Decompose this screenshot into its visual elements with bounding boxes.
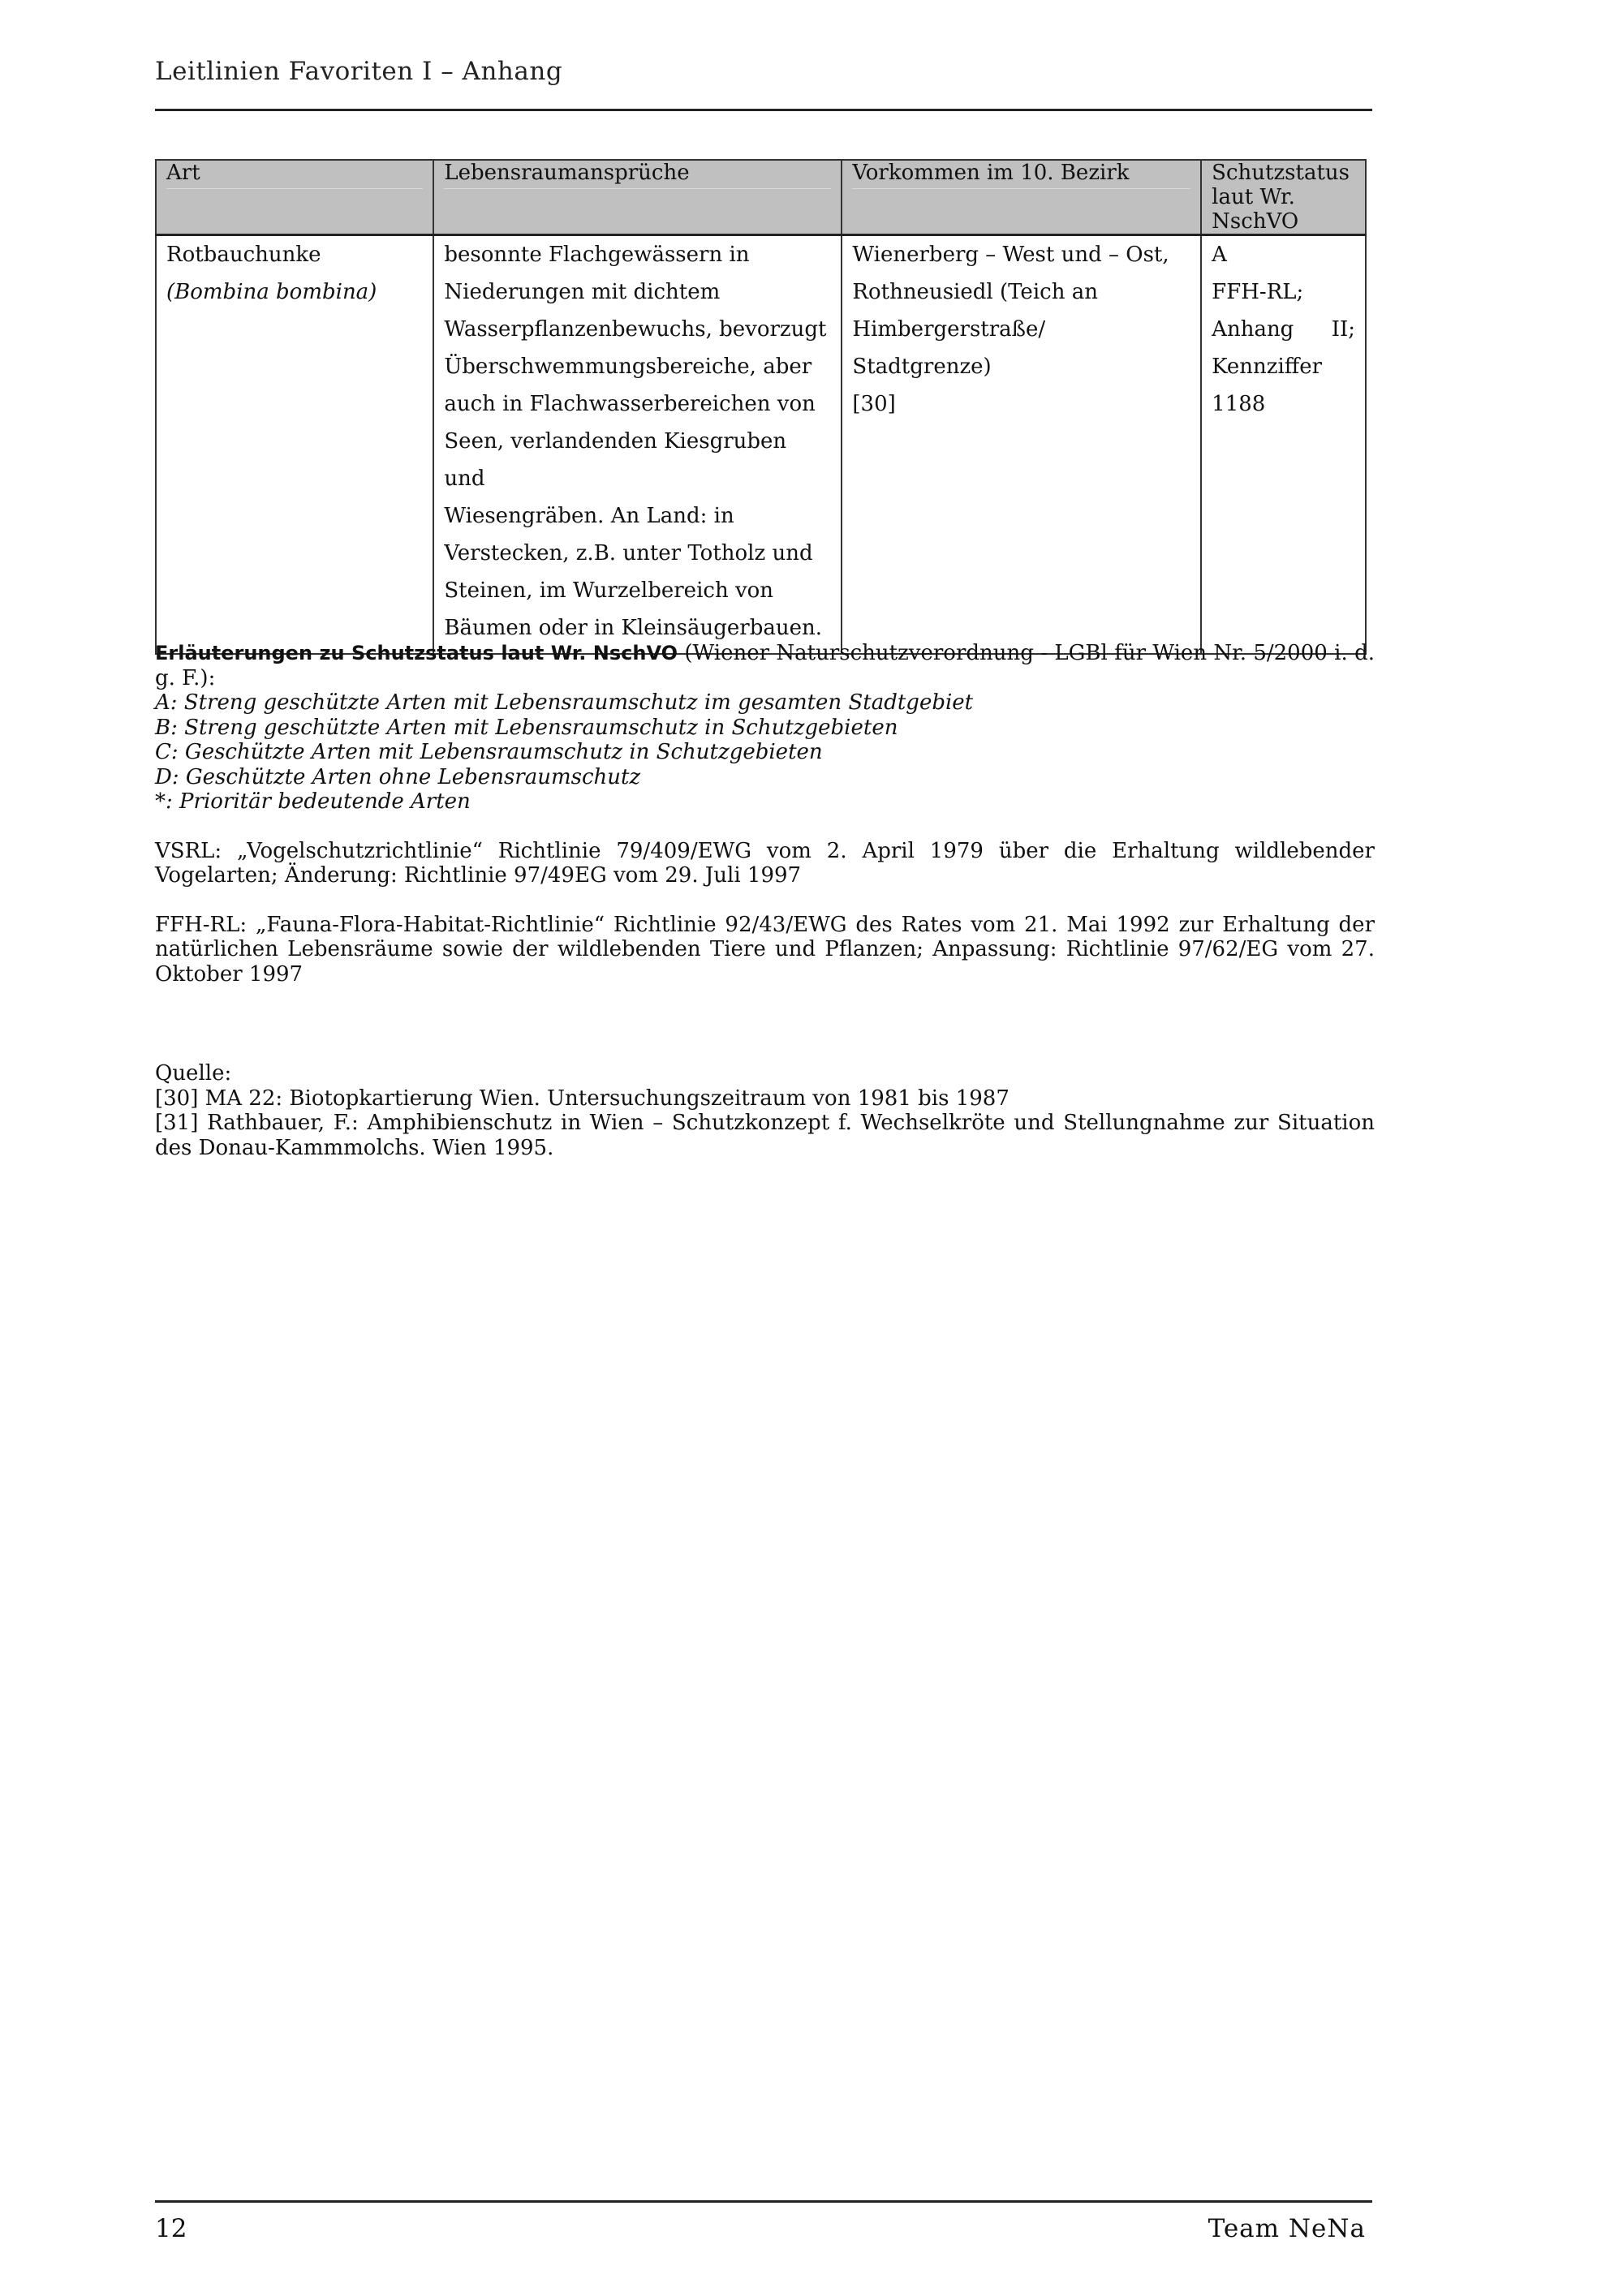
- column-header-lebensraum: Lebensraumansprüche: [433, 160, 842, 235]
- sources-label: Quelle:: [155, 1061, 232, 1086]
- legend-intro: Erläuterungen zu Schutzstatus laut Wr. NschVO (Wiener Naturschutzverordnung - LGBl für Wien Nr. 5/2000 i. d. g. F.):: [155, 641, 1375, 690]
- source-item: [30] MA 22: Biotopkartierung Wien. Untersuchungszeitraum von 1981 bis 1987: [155, 1086, 1010, 1111]
- source-item: [31] Rathbauer, F.: Amphibienschutz in Wien – Schutzkonzept f. Wechselkröte und Stellungnahme zur Situation des Donau-Kammmolchs. Wien 1995.: [155, 1111, 1375, 1160]
- legend-item: *: Prioritär bedeutende Arten: [155, 789, 471, 814]
- cell-art: [156, 235, 433, 655]
- column-header-vorkommen: Vorkommen im 10. Bezirk: [842, 160, 1201, 235]
- legend-item: D: Geschützte Arten ohne Lebensraumschutz: [155, 764, 641, 789]
- species-common-name: Rotbauchunke: [166, 243, 321, 267]
- legend-item: C: Geschützte Arten mit Lebensraumschutz in Schutzgebieten: [155, 740, 823, 764]
- header-title: Leitlinien Favoriten I – Anhang: [155, 57, 563, 86]
- cell-lebensraum: besonnte Flachgewässern in Niederungen mit dichtem Wasserpflanzenbewuchs, bevorzugt Überschwemmungsbereiche, aber auch in Flachwasserbereichen von Seen, verlandenden Kiesgruben und Wiesengräben. An Land: in Verstecken, z.B. unter Totholz und Steinen, im Wurzelbereich von Bäumen oder in Kleinsäugerbauen.: [433, 235, 842, 655]
- species-table: [155, 159, 1367, 655]
- column-header-art: Art: [156, 160, 433, 235]
- footer-team: Team NeNa: [1208, 2214, 1366, 2243]
- table-header-row: [156, 160, 1366, 235]
- notes-section: [155, 641, 1375, 1160]
- source-ref: [30]: [852, 392, 896, 416]
- species-latin-name: (Bombina bombina): [166, 280, 377, 304]
- page-number: 12: [155, 2214, 187, 2243]
- page-footer: [155, 2200, 1372, 2251]
- page-header: [155, 57, 1372, 111]
- cell-vorkommen: Wienerberg – West und – Ost, Rothneusiedl (Teich an Himbergerstraße/ Stadtgrenze) [30]: [842, 235, 1201, 655]
- cell-schutzstatus: A FFH-RL; Anhang II; Kennziffer 1188: [1201, 235, 1366, 655]
- column-header-schutzstatus: Schutzstatus laut Wr. NschVO: [1201, 160, 1366, 235]
- legend-item: A: Streng geschützte Arten mit Lebensraumschutz im gesamten Stadtgebiet: [155, 690, 974, 715]
- table-row: [156, 235, 1366, 655]
- vsrl-note: VSRL: „Vogelschutzrichtlinie“ Richtlinie 79/409/EWG vom 2. April 1979 über die Erhaltung wildlebender Vogelarten; Änderung: Richtlinie 97/49EG vom 29. Juli 1997: [155, 838, 1375, 888]
- ffh-note: FFH-RL: „Fauna-Flora-Habitat-Richtlinie“ Richtlinie 92/43/EWG des Rates vom 21. Mai 1992 zur Erhaltung der natürlichen Lebensräume sowie der wildlebenden Tiere und Pflanzen; Anpassung: Richtlinie 97/62/EG vom 27. Oktober 1997: [155, 912, 1375, 987]
- legend-item: B: Streng geschützte Arten mit Lebensraumschutz in Schutzgebieten: [155, 715, 898, 740]
